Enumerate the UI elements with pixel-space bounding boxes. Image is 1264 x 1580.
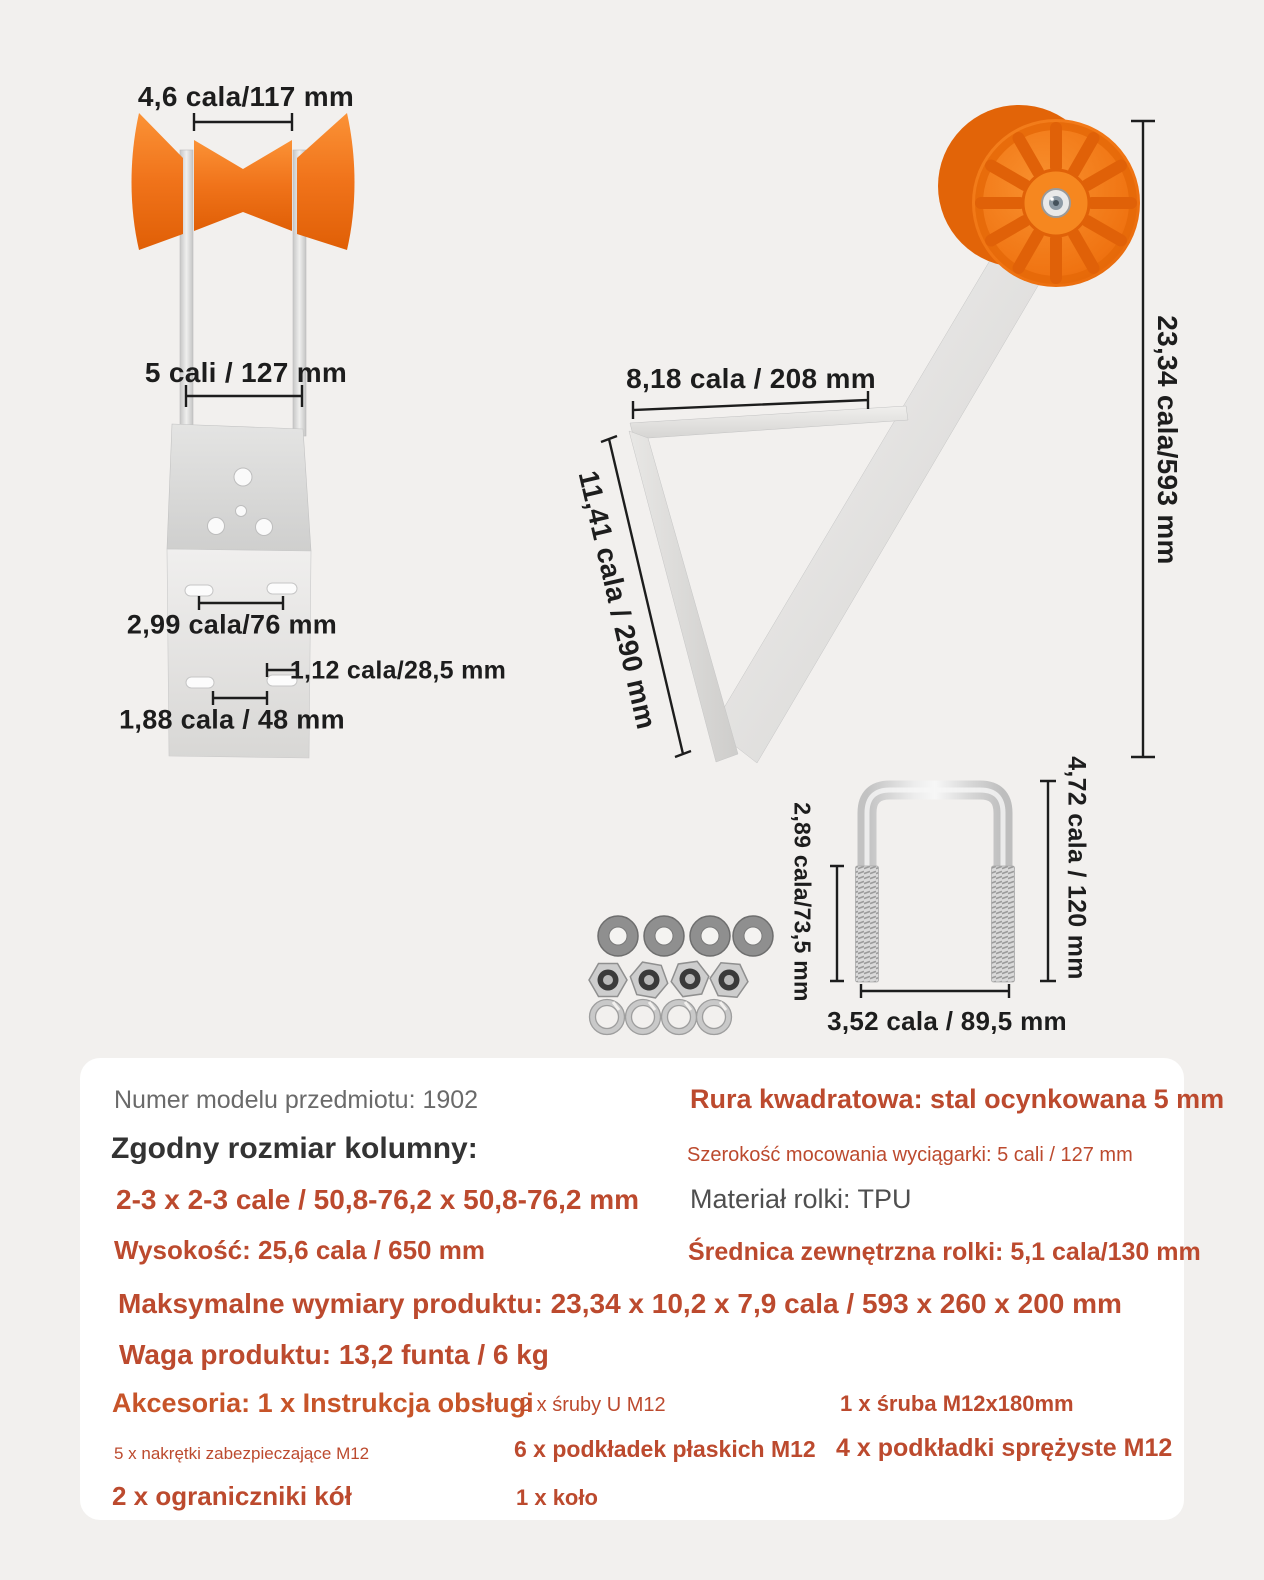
top-arm xyxy=(630,406,908,439)
dim-roller-width-label: 4,6 cala/117 mm xyxy=(137,81,355,112)
lock-nuts xyxy=(589,960,749,1000)
spec-accessory-bolt: 1 x śruba M12x180mm xyxy=(840,1391,1074,1416)
dim-slot-spacing-label: 1,88 cala / 48 mm xyxy=(119,704,345,735)
u-bolt-illustration xyxy=(830,781,1056,998)
spec-column-size: 2-3 x 2-3 cale / 50,8-76,2 x 50,8-76,2 mm xyxy=(116,1184,640,1215)
spec-max-dimensions: Maksymalne wymiary produktu: 23,34 x 10,2 x 7,9 cala / 593 x 260 x 200 mm xyxy=(118,1288,1122,1319)
spec-accessory-flat-washers: 6 x podkładek płaskich M12 xyxy=(514,1436,816,1462)
spec-column-header: Zgodny rozmiar kolumny: xyxy=(111,1132,478,1165)
dim-hole-spacing-label: 2,99 cala/76 mm xyxy=(126,609,338,640)
spec-winch-width: Szerokość mocowania wyciągarki: 5 cali / 127 mm xyxy=(687,1144,1133,1166)
spec-accessory-manual: Akcesoria: 1 x Instrukcja obsługi xyxy=(112,1388,534,1418)
dim-mount-width-label: 5 cali / 127 mm xyxy=(144,357,348,388)
v-roller xyxy=(132,113,355,250)
spec-accessory-wheel: 1 x koło xyxy=(516,1485,598,1510)
dim-ubolt-height-label: 4,72 cala / 120 mm xyxy=(1062,756,1091,980)
spec-accessory-wheel-stops: 2 x ograniczniki kół xyxy=(112,1481,352,1511)
main-beam xyxy=(712,230,1052,763)
spec-accessory-ubolts: 2 x śruby U M12 xyxy=(520,1394,666,1416)
spec-model-number: Numer modelu przedmiotu: 1902 xyxy=(114,1086,479,1114)
dim-arm-length-label: 8,18 cala / 208 mm xyxy=(626,363,876,394)
spec-card xyxy=(80,1058,1225,1520)
spring-washers xyxy=(590,1000,732,1035)
side-view-illustration xyxy=(601,105,1155,763)
spec-height: Wysokość: 25,6 cala / 650 mm xyxy=(114,1235,485,1265)
spec-roller-diameter: Średnica zewnętrzna rolki: 5,1 cala/130 mm xyxy=(688,1238,1201,1266)
dim-brace-length-label: 11,41 cala / 290 mm xyxy=(572,467,663,733)
side-wheel xyxy=(938,105,1140,287)
flat-washers xyxy=(598,916,773,956)
spec-weight: Waga produktu: 13,2 funta / 6 kg xyxy=(119,1339,549,1370)
spec-roller-material: Materiał rolki: TPU xyxy=(690,1184,912,1214)
spec-accessory-lock-nuts: 5 x nakrętki zabezpieczające M12 xyxy=(114,1444,370,1463)
dim-total-height-label: 23,34 cala/593 mm xyxy=(1152,315,1183,565)
spec-tube: Rura kwadratowa: stal ocynkowana 5 mm xyxy=(690,1084,1225,1114)
dim-ubolt-width-label: 3,52 cala / 89,5 mm xyxy=(827,1006,1067,1036)
hardware-illustration xyxy=(589,916,773,1035)
dim-slot-width-label: 1,12 cala/28,5 mm xyxy=(289,656,507,685)
dim-ubolt-thread-label: 2,89 cala/73,5 mm xyxy=(789,802,816,1002)
spec-accessory-spring-washers: 4 x podkładki sprężyste M12 xyxy=(836,1434,1173,1462)
